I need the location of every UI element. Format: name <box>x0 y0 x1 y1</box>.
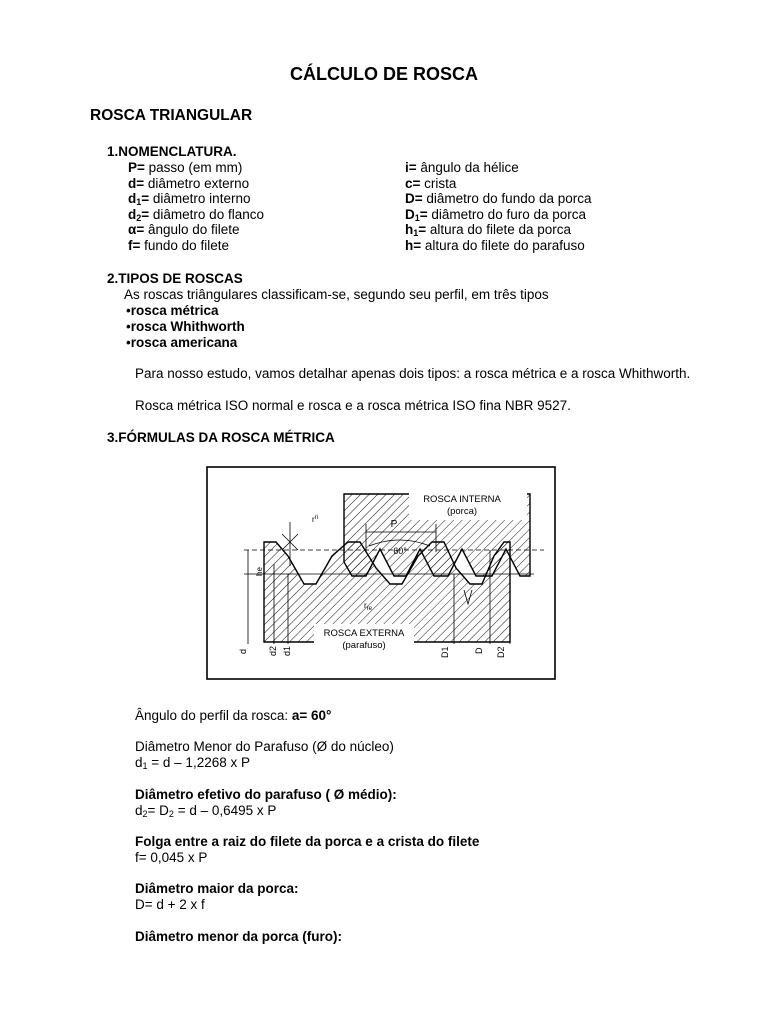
nomenclature-item: d= diâmetro externo <box>128 175 250 191</box>
internal-label: ROSCA INTERNA <box>423 494 501 505</box>
angle-label: 60° <box>393 546 407 556</box>
nomenclature-item: α= ângulo do filete <box>128 222 240 238</box>
type-item-whithworth: •rosca Whithworth <box>126 319 245 334</box>
type-item-americana: •rosca americana <box>126 335 238 350</box>
dim-D-label: D <box>474 647 484 654</box>
nomenclature-item: $D_1=$ diâmetro do furo da porca <box>405 206 586 223</box>
dim-d-label: d <box>238 648 248 654</box>
nomenclature-item: i= ângulo da hélice <box>405 160 519 175</box>
nomenclature-item: $d_2=$ diâmetro do flanco <box>128 206 264 223</box>
dim-D1-label: D1 <box>440 646 450 658</box>
nomenclature-heading: 1.NOMENCLATURA. <box>107 144 237 159</box>
formula-minor-nut-label: Diâmetro menor da porca (furo): <box>135 929 343 944</box>
nomenclature-item: $h_1=$ altura do filete da porca <box>405 222 571 239</box>
nomenclature-item: $d_1=$ diâmetro interno <box>128 191 251 208</box>
paragraph-study: Para nosso estudo, vamos detalhar apenas dois tipos: a rosca métrica e a rosca Whithworth. <box>135 366 691 381</box>
paragraph-iso: Rosca métrica ISO normal e rosca e a rosca métrica ISO fina NBR 9527. <box>135 398 571 413</box>
type-item-metrica: •rosca métrica <box>126 303 219 318</box>
internal-sub-label: (porca) <box>446 506 478 517</box>
formula-clearance-label: Folga entre a raiz do filete da porca e a crista do filete <box>135 834 480 849</box>
section-title: ROSCA TRIANGULAR <box>90 107 253 124</box>
formula-effective: $d_2= D_2 = d - 0,6495$ x P <box>135 803 277 819</box>
radius-ri-label: $r^{ri}$ <box>312 515 319 524</box>
formula-minor-screw: $d_1 = d - 1,2268$ x P <box>135 755 250 771</box>
nomenclature-item: P= passo (em mm) <box>128 160 243 175</box>
dim-d2-label: d2 <box>268 645 278 656</box>
nomenclature-item: D= diâmetro do fundo da porca <box>405 191 592 207</box>
nomenclature-item: h= altura do filete do parafuso <box>405 238 585 253</box>
pitch-label: P <box>390 519 398 530</box>
formula-profile-angle: Ângulo do perfil da rosca: a= 60° <box>135 708 332 723</box>
external-label: ROSCA EXTERNA <box>323 628 405 639</box>
external-sub-label: (parafuso) <box>342 640 386 651</box>
page-title: CÁLCULO DE ROSCA <box>290 64 478 84</box>
formula-major-nut: D= d + 2 x f <box>135 897 205 912</box>
formula-clearance: f= 0,045 x P <box>135 850 208 865</box>
radius-re-label: $r_{re}$ <box>364 601 373 612</box>
formulas-heading: 3.FÓRMULAS DA ROSCA MÉTRICA <box>107 430 335 445</box>
dim-d1-label: d1 <box>282 645 292 656</box>
nomenclature-item: c= crista <box>405 175 457 191</box>
formula-minor-screw-label: Diâmetro Menor do Parafuso (Ø do núcleo) <box>135 739 394 754</box>
metric-thread-diagram <box>204 464 558 684</box>
dim-D2-label: D2 <box>496 646 506 658</box>
formula-major-nut-label: Diâmetro maior da porca: <box>135 881 299 896</box>
types-intro: As roscas triângulares classificam-se, segundo seu perfil, em três tipos <box>124 287 549 302</box>
nomenclature-item: f= fundo do filete <box>128 238 229 253</box>
types-heading: 2.TIPOS DE ROSCAS <box>107 271 243 286</box>
formula-effective-label: Diâmetro efetivo do parafuso ( Ø médio): <box>135 787 397 802</box>
he-label: he <box>255 567 264 576</box>
